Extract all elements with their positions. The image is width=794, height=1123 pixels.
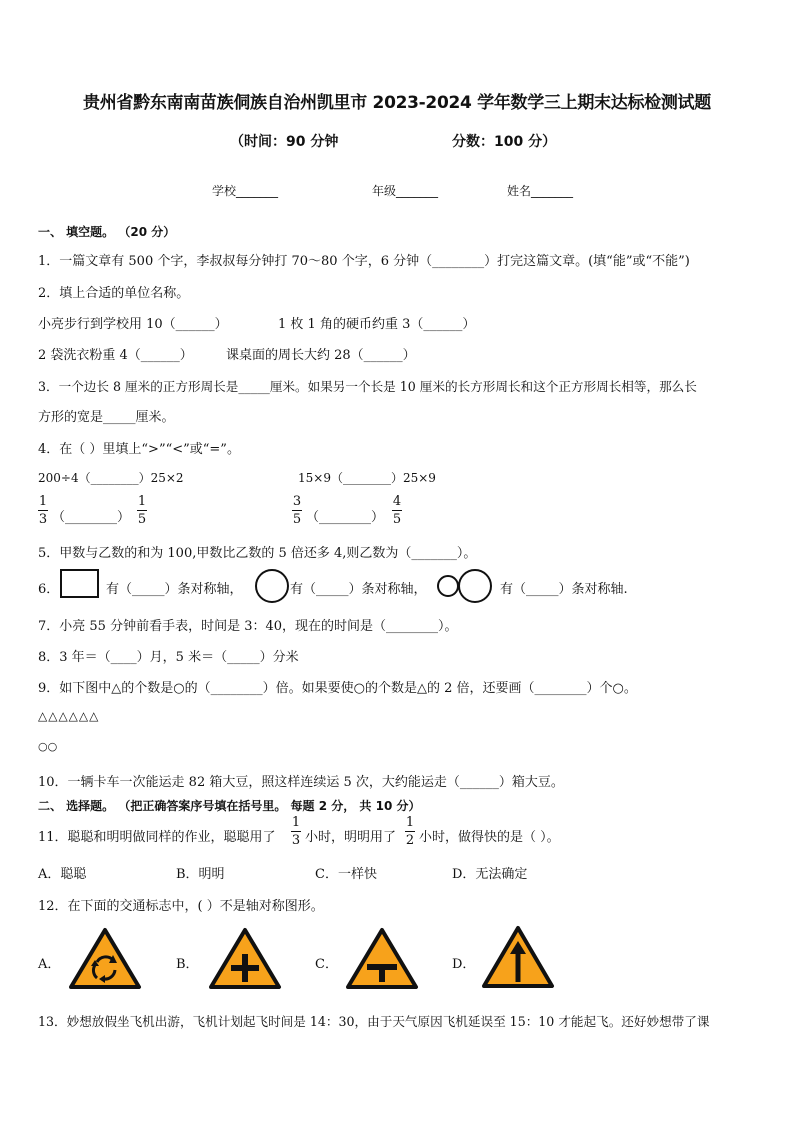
crossroads-sign-icon xyxy=(208,926,282,990)
q12-option-d-label: D． xyxy=(452,957,476,972)
q12-option-b-label: B． xyxy=(176,957,199,972)
section-2-heading: 二、 选择题。 （把正确答案序号填在括号里。 每题 2 分， 共 10 分） xyxy=(38,799,421,813)
question-3-line2: 方形的宽是_____厘米。 xyxy=(38,410,175,425)
rectangle-shape xyxy=(60,569,100,599)
q4-fraction-1 xyxy=(38,494,48,527)
question-5: 5．甲数与乙数的和为 100,甲数比乙数的 5 倍还多 4,则乙数为（_______）。 xyxy=(38,546,477,561)
straight-ahead-sign-icon xyxy=(481,924,555,990)
question-12: 12．在下面的交通标志中，( ）不是轴对称图形。 xyxy=(38,899,324,914)
q12-option-a-label: A． xyxy=(38,957,61,972)
grade-field: 年级_______ xyxy=(372,184,439,198)
question-9: 9．如下图中△的个数是○的（________）倍。如果要使○的个数是△的 2 倍，还要画（________）个○。 xyxy=(38,681,637,696)
question-2: 2．填上合适的单位名称。 xyxy=(38,286,190,301)
question-4b: 15×9（________）25×9 xyxy=(298,471,436,485)
question-9-circles: ○○ xyxy=(38,740,58,753)
question-2d: 课桌面的周长大约 28（______） xyxy=(226,348,416,363)
denominator: 5 xyxy=(292,512,302,527)
question-11-part-a: 11．聪聪和明明做同样的作业，聪聪用了 xyxy=(38,830,276,845)
q4-fraction-3 xyxy=(292,494,302,527)
question-13: 13．妙想放假坐飞机出游，飞机计划起飞时间是 14：30，由于天气原因飞机延误至 15：10 才能起飞。还好妙想带了课 xyxy=(38,1014,710,1029)
section-1-heading: 一、 填空题。 （20 分） xyxy=(38,225,176,239)
question-6-number: 6． xyxy=(38,582,60,597)
denominator: 3 xyxy=(38,512,48,527)
exam-score: 分数：100 分） xyxy=(452,134,557,150)
question-6a: 有（_____）条对称轴， xyxy=(106,582,243,597)
q11-fraction-1 xyxy=(291,815,301,848)
q11-option-c: C．一样快 xyxy=(315,867,377,882)
question-3-line1: 3．一个边长 8 厘米的正方形周长是_____厘米。如果另一个长是 10 厘米的长方形周长和这个正方形周长相等，那么长 xyxy=(38,379,697,394)
question-4a: 200÷4（________）25×2 xyxy=(38,471,184,485)
q11-option-d: D．无法确定 xyxy=(452,867,528,882)
question-10: 10．一辆卡车一次能运走 82 箱大豆，照这样连续运 5 次，大约能运走（______）箱大豆。 xyxy=(38,775,564,790)
numerator: 1 xyxy=(405,815,415,830)
denominator: 5 xyxy=(392,512,402,527)
question-6b: 有（_____）条对称轴， xyxy=(290,582,427,597)
name-field: 姓名_______ xyxy=(507,184,574,198)
t-junction-sign-icon xyxy=(345,926,419,990)
denominator: 3 xyxy=(291,833,301,848)
q4-blank-c: （________） xyxy=(52,510,131,525)
question-2a: 小亮步行到学校用 10（______） xyxy=(38,317,228,332)
q4-blank-d: （________） xyxy=(306,510,385,525)
question-1: 1．一篇文章有 500 个字，李叔叔每分钟打 70～80 个字，6 分钟（________）打完这篇文章。(填“能”或“不能”) xyxy=(38,254,690,269)
roundabout-sign-icon xyxy=(68,926,142,990)
q4-fraction-2 xyxy=(137,494,147,527)
question-6c: 有（_____）条对称轴. xyxy=(500,582,628,597)
question-2b: 1 枚 1 角的硬币约重 3（______） xyxy=(278,317,476,332)
exam-title: 贵州省黔东南南苗族侗族自治州凯里市 2023-2024 学年数学三上期末达标检测试题 xyxy=(83,93,711,113)
numerator: 3 xyxy=(292,494,302,509)
two-circles-shape xyxy=(436,568,494,604)
question-8: 8．3 年＝（____）月，5 米＝（_____）分米 xyxy=(38,650,299,665)
q11-fraction-2 xyxy=(405,815,415,848)
q11-option-a: A．聪聪 xyxy=(38,867,87,882)
q12-option-c-label: C． xyxy=(315,957,338,972)
q4-fraction-4 xyxy=(392,494,402,527)
school-field: 学校_______ xyxy=(212,184,279,198)
question-11-part-c: 小时，做得快的是（ ）。 xyxy=(419,830,560,845)
question-11-part-b: 小时，明明用了 xyxy=(305,830,397,845)
denominator: 5 xyxy=(137,512,147,527)
question-7: 7．小亮 55 分钟前看手表，时间是 3：40，现在的时间是（________）。 xyxy=(38,619,458,634)
numerator: 1 xyxy=(137,494,147,509)
question-9-triangles: △△△△△△ xyxy=(38,709,100,723)
circle-shape xyxy=(254,568,290,604)
exam-time: （时间：90 分钟 xyxy=(230,134,339,150)
numerator: 1 xyxy=(38,494,48,509)
numerator: 1 xyxy=(291,815,301,830)
question-2c: 2 袋洗衣粉重 4（______） xyxy=(38,348,193,363)
denominator: 2 xyxy=(405,833,415,848)
numerator: 4 xyxy=(392,494,402,509)
q11-option-b: B．明明 xyxy=(176,867,225,882)
question-4: 4．在（ ）里填上“>”“<”或“=”。 xyxy=(38,442,240,457)
